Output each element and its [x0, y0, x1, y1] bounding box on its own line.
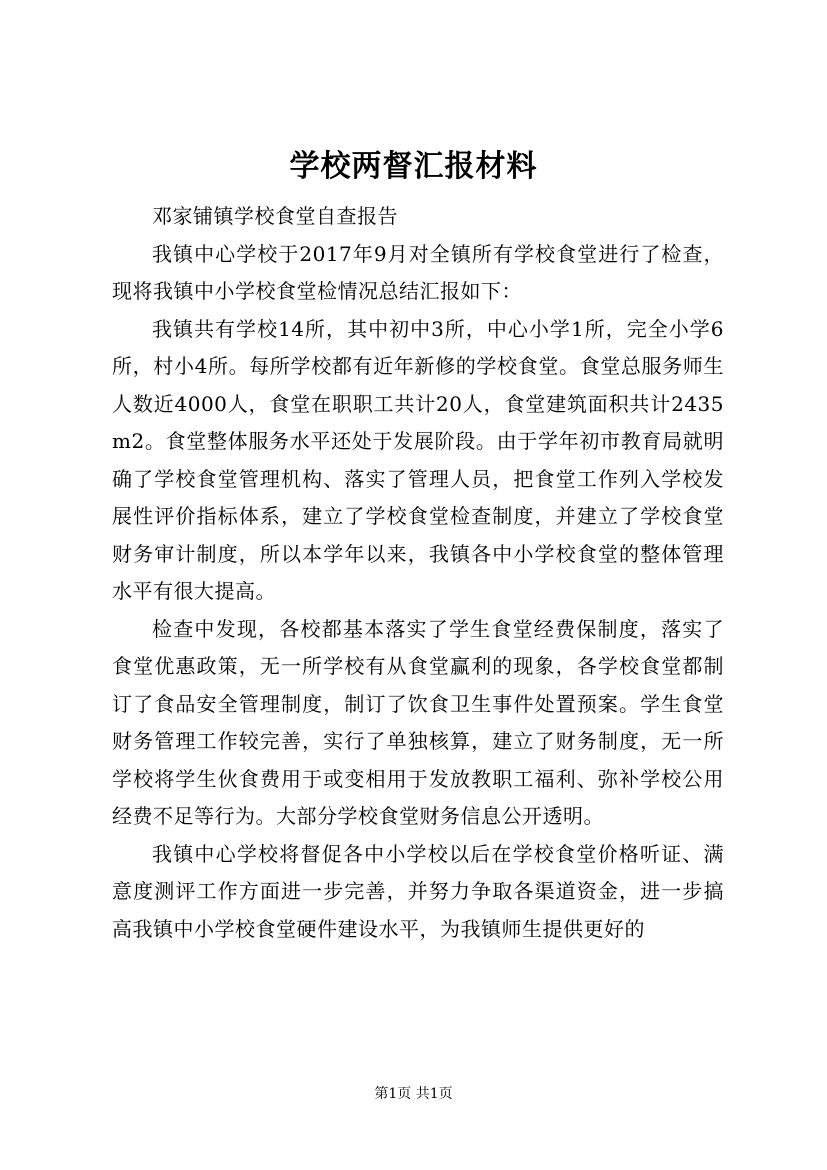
paragraph-intro: 我镇中心学校于2017年9月对全镇所有学校食堂进行了检查，现将我镇中小学校食堂检情况总结汇报如下：: [112, 241, 724, 303]
document-body: [112, 198, 724, 948]
document-title: 学校两督汇报材料: [289, 149, 538, 184]
paragraph-findings: 检查中发现，各校都基本落实了学生食堂经费保制度，落实了食堂优惠政策，无一所学校有从食堂赢利的现象，各学校食堂都制订了食品安全管理制度，制订了饮食卫生事件处置预案。学生食堂财务管理工作较完善，实行了单独核算，建立了财务制度，无一所学校将学生伙食费用于或变相用于发放教职工福利、弥补学校公用经费不足等行为。大部分学校食堂财务信息公开透明。: [112, 616, 724, 828]
page-number: 第1页 共1页: [374, 1086, 453, 1102]
paragraph-subtitle: 邓家铺镇学校食堂自查报告: [152, 204, 398, 228]
paragraph-plan: 我镇中心学校将督促各中小学校以后在学校食堂价格听证、满意度测评工作方面进一步完善，并努力争取各渠道资金，进一步搞高我镇中小学校食堂硬件建设水平，为我镇师生提供更好的: [112, 841, 724, 941]
paragraph-overview: 我镇共有学校14所，其中初中3所，中心小学1所，完全小学6所，村小4所。每所学校都有近年新修的学校食堂。食堂总服务师生人数近4000人，食堂在职职工共计20人，食堂建筑面积共计2435m2。食堂整体服务水平还处于发展阶段。由于学年初市教育局就明确了学校食堂管理机构、落实了管理人员，把食堂工作列入学校发展性评价指标体系，建立了学校食堂检查制度，并建立了学校食堂财务审计制度，所以本学年以来，我镇各中小学校食堂的整体管理水平有很大提高。: [112, 316, 724, 603]
